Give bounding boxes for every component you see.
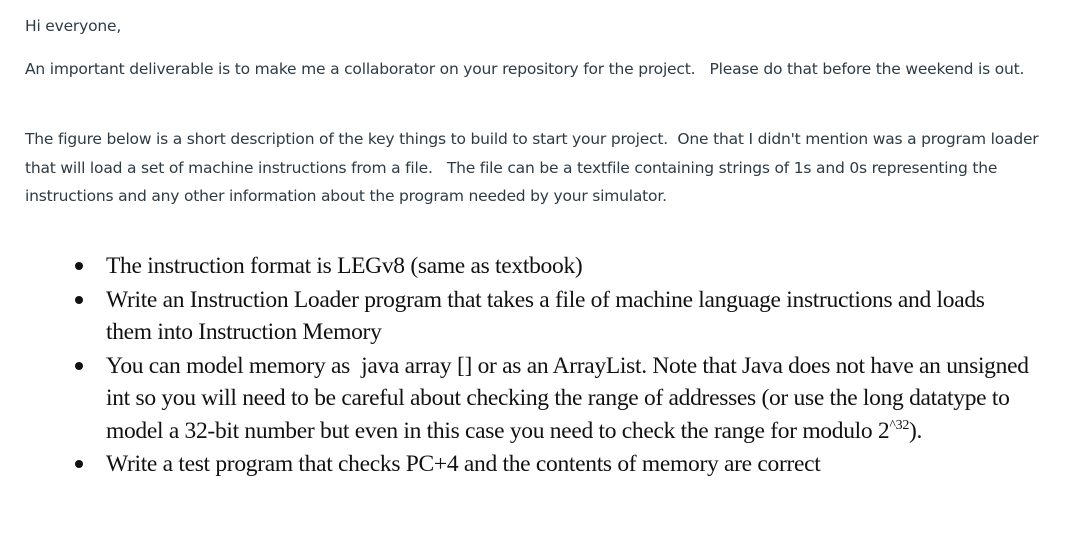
bullet-text-instruction-loader: Write an Instruction Loader program that takes a file of machine language instructions and loads them into Instruction Memory — [106, 286, 985, 345]
paragraph-project-description: The figure below is a short description of the key things to build to start your project. One that I didn't mention was a program loader that will load a set of machine instructions from a file. The file can be a textfile containing strings of 1s and 0s representing the instructions and any other information about the program needed by your simulator. — [25, 130, 1039, 205]
list-item — [73, 284, 1033, 349]
bullet-text-memory-model-end: ). — [909, 417, 923, 444]
key-things-bullet-list — [73, 250, 1033, 482]
list-item — [73, 350, 1033, 448]
bullet-icon — [75, 460, 83, 468]
list-item — [73, 448, 1033, 481]
bullet-superscript-exponent: ^32 — [889, 417, 910, 433]
paragraph-collaborator-request: An important deliverable is to make me a collaborator on your repository for the project. Please do that before the weekend is out. — [25, 60, 1025, 78]
bullet-icon — [75, 262, 83, 270]
bullet-icon — [75, 296, 83, 304]
bullet-text-memory-model: You can model memory as java array [] or as an ArrayList. Note that Java does not have an unsigned int so you will need to be careful about checking the range of addresses (or use the long datatype to model a 32-bit number but even in this case you need to check the range for modulo 2 — [106, 352, 1029, 444]
greeting: Hi everyone, — [25, 17, 122, 35]
bullet-text-test-program: Write a test program that checks PC+4 and the contents of memory are correct — [106, 451, 821, 477]
list-item — [73, 250, 1033, 283]
bullet-text-instruction-format: The instruction format is LEGv8 (same as textbook) — [106, 253, 583, 279]
bullet-icon — [75, 362, 83, 370]
